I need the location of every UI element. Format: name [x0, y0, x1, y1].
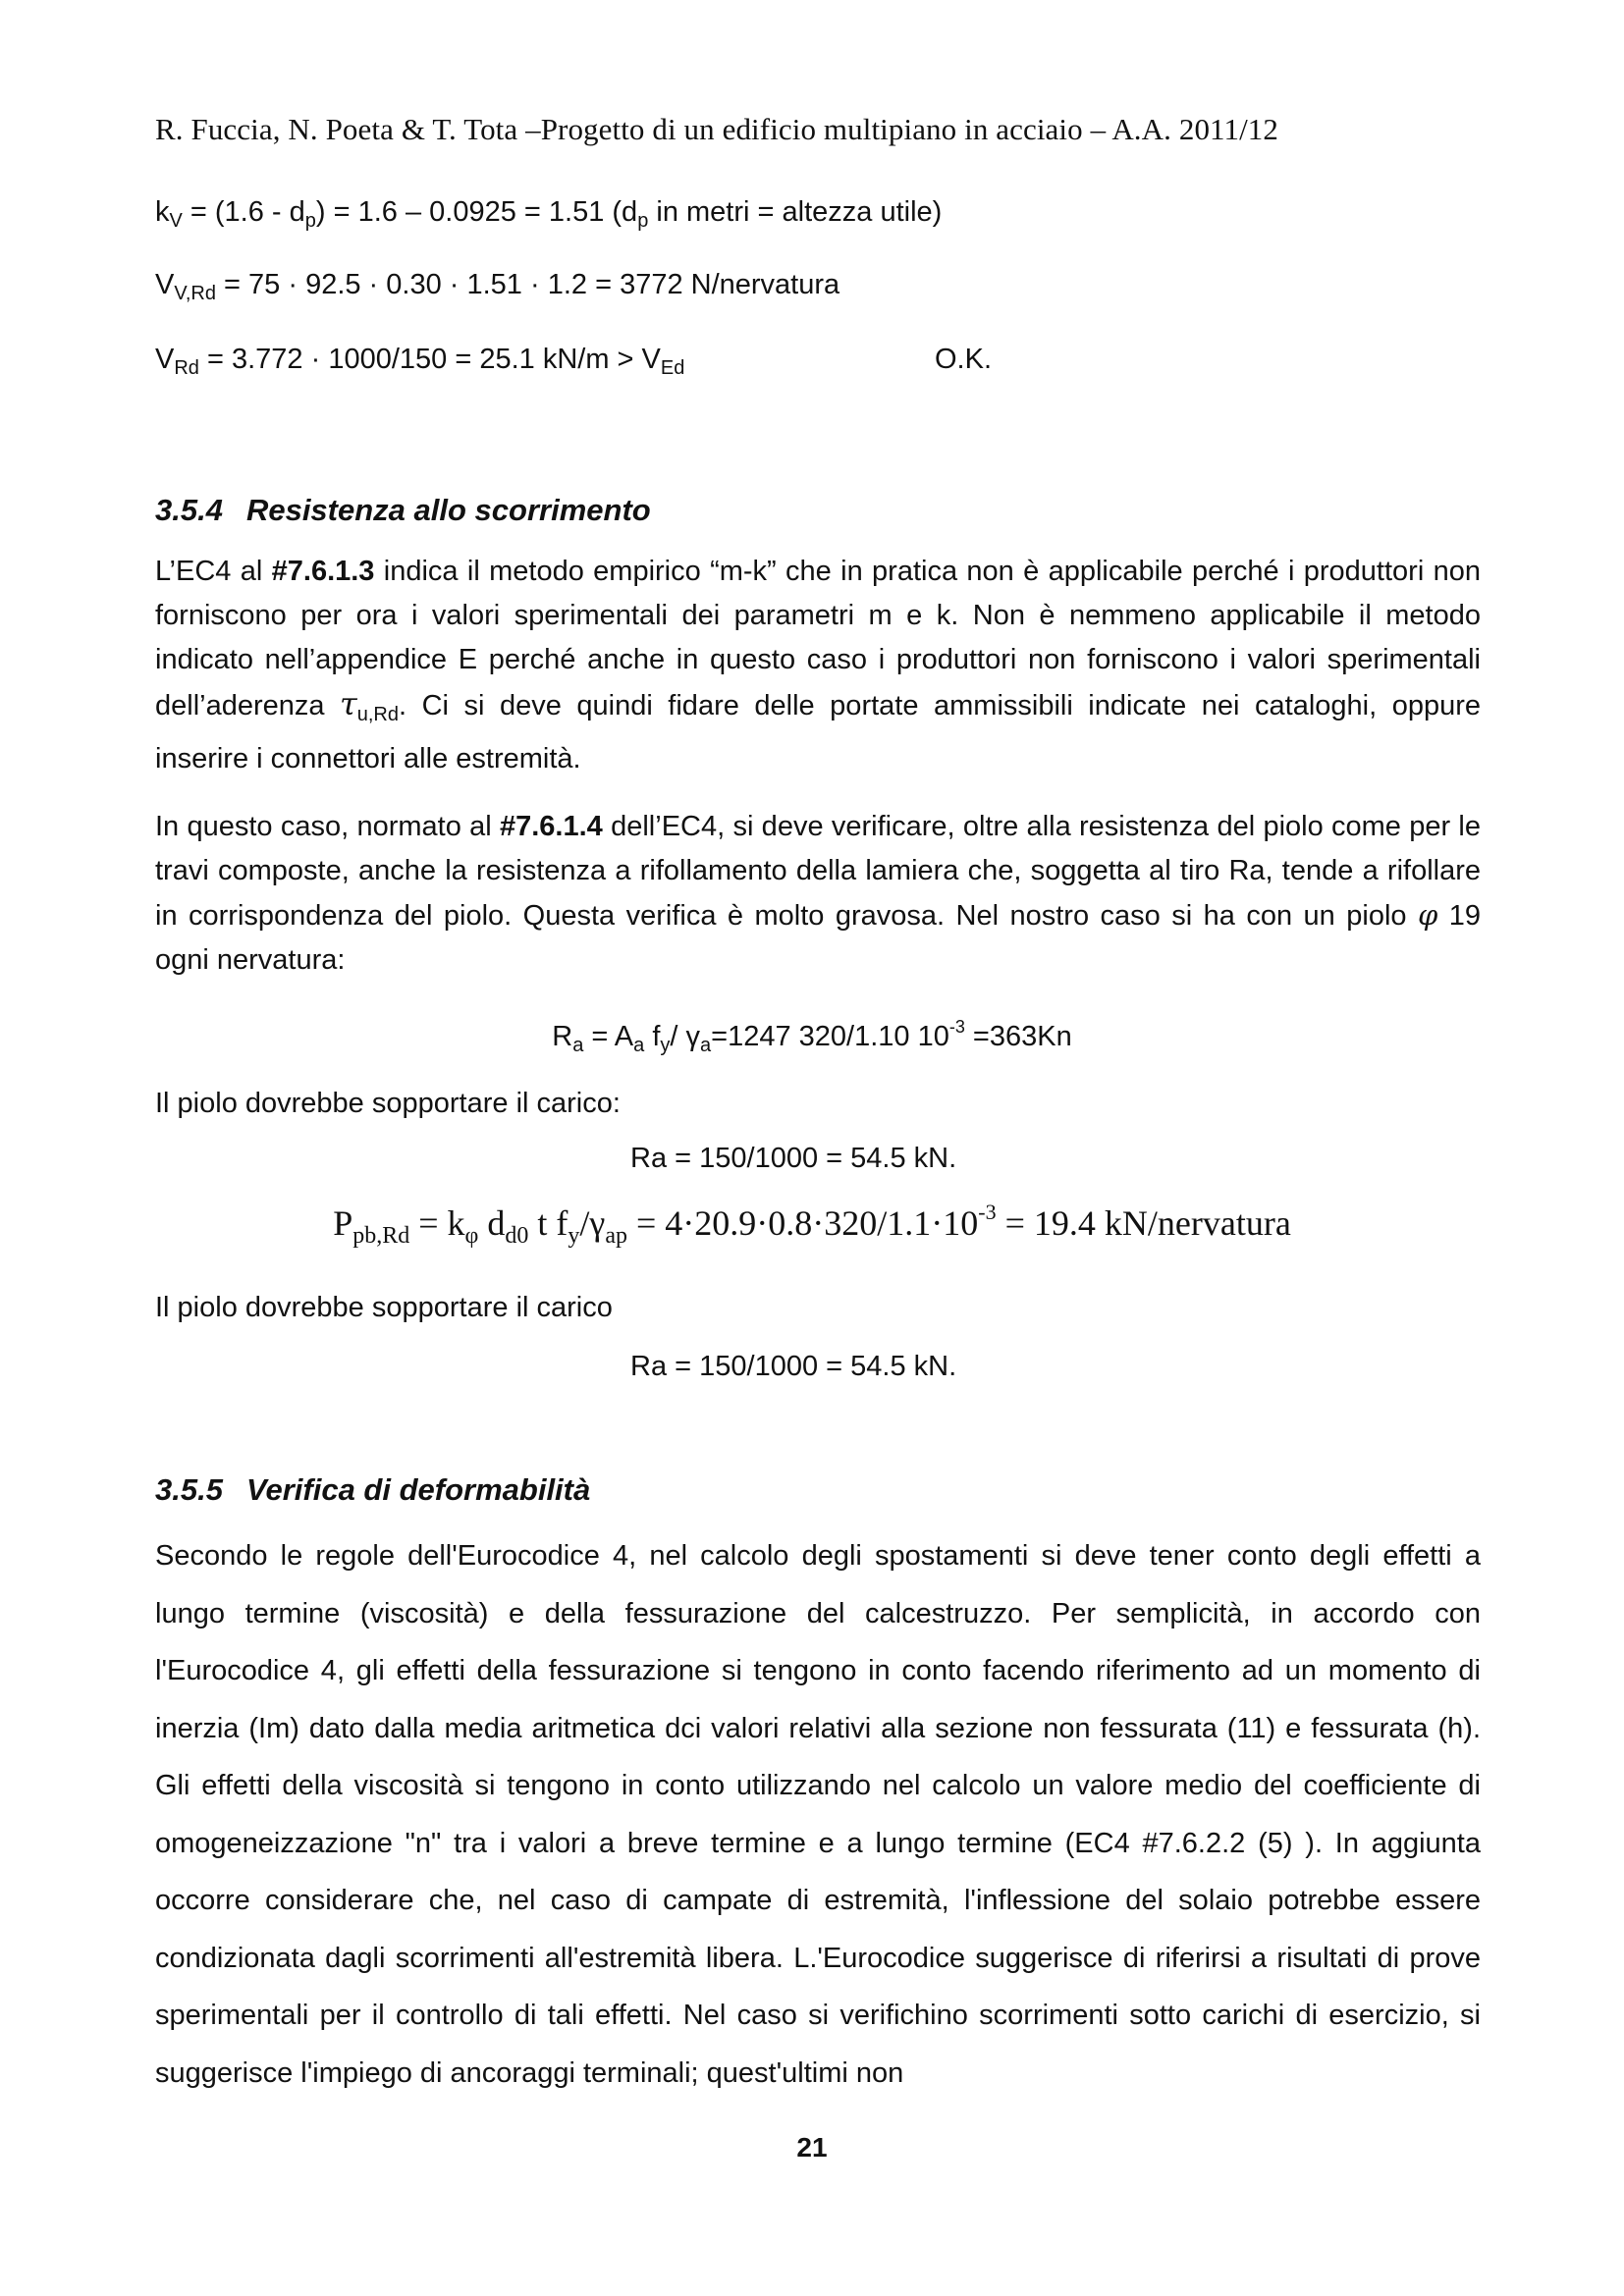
equation-ppb-rd: $P_{pb,Rd} = k_\varphi$ $d_{d0}$ t $f_y/\gamma_{ap} = 4\cdot 20.9\cdot 0.8\cdot 320/1.1\cdot 10^{-3} = 19.4$ kN/nervatura: [333, 1200, 1291, 1249]
ok-label: O.K.: [935, 344, 993, 375]
paragraph-piolo: In questo caso, normato al #7.6.1.4 dell’EC4, si deve verificare, oltre alla resistenza del piolo come per le travi composte, anche la resistenza a rifollamento della lamiera che, soggetta al tiro Ra, tende a rifollare in corrispondenza del piolo. Questa verifica è molto gravosa. Nel nostro caso si ha con un piolo φ 19 ogni nervatura:: [155, 811, 1481, 976]
equation-ra: $R_a = A_a$ $f_y/$ $\gamma_a=1247$ 320/1.10 $10^{-3} =363Kn$: [552, 1017, 1072, 1056]
paragraph-deformabilita: Secondo le regole dell'Eurocodice 4, nel calcolo degli spostamenti si deve tener conto degli effetti a lungo termine (viscosità) e della fessurazione del calcestruzzo. Per semplicità, in accordo con l'Eurocodice 4, gli effetti della fessurazione si tengono in conto facendo riferimento ad un momento di inerzia (Im) dato dalla media aritmetica dci valori relativi alla sezione non fessurata (11) e fessurata (h). Gli effetti della viscosità si tengono in conto utilizzando nel calcolo un valore medio del coefficiente di omogeneizzazione "n" tra i valori a breve termine e a lungo termine (EC4 #7.6.2.2 (5) ). In aggiunta occorre considerare che, nel caso di campate di estremità, l'inflessione del solaio potrebbe essere condizionata dagli scorrimenti all'estremità libera. L.'Eurocodice suggerisce di riferirsi a risultati di prove sperimentali per il controllo di tali effetti. Nel caso si verifichino scorrimenti sotto carichi di esercizio, si suggerisce l'impiego di ancoraggi terminali; quest'ultimi non: [155, 1540, 1481, 2089]
vvrd-formula: $V_{V,Rd} = 75 \cdot 92.5 \cdot 0.30 \cdot 1.51 \cdot 1.2 = 3772$ N/nervatura: [155, 269, 840, 304]
equation-ra-load-1: Ra = 150/1000 = 54.5 kN.: [630, 1143, 957, 1174]
page-number: 21: [796, 2132, 828, 2163]
section-heading-354: 3.5.4 Resistenza allo scorrimento: [155, 493, 651, 527]
paragraph-ec4-mk: L’EC4 al #7.6.1.3 indica il metodo empirico “m-k” che in pratica non è applicabile perché i produttori non forniscono per ora i valori sperimentali dei parametri m e k. Non è nemmeno applicabile il metodo indicato nell’appendice E perché anche in questo caso i produttori non forniscono i valori sperimentali dell’aderenza $\tau_{u,Rd}$. Ci si deve quindi fidare delle portate ammissibili indicate nei cataloghi, oppure inserire i connettori alle estremità.: [155, 556, 1481, 774]
vrd-formula: $V_{Rd} = 3.772 \cdot 1000/150 = 25.1$ $kN/m > V_{Ed}$: [155, 344, 685, 379]
section-heading-355: 3.5.5 Verifica di deformabilità: [155, 1472, 591, 1507]
text-carico-1: Il piolo dovrebbe sopportare il carico:: [155, 1088, 621, 1119]
equation-ra-load-2: Ra = 150/1000 = 54.5 kN.: [630, 1351, 957, 1382]
text-carico-2: Il piolo dovrebbe sopportare il carico: [155, 1292, 613, 1323]
kv-formula: $k_V = (1.6 - d_p) = 1.6 - 0.0925 = 1.51$ ($d_p$ in metri = altezza utile): [155, 196, 943, 232]
running-header: R. Fuccia, N. Poeta & T. Tota –Progetto di un edificio multipiano in acciaio – A.A. 2011/12: [155, 112, 1279, 146]
